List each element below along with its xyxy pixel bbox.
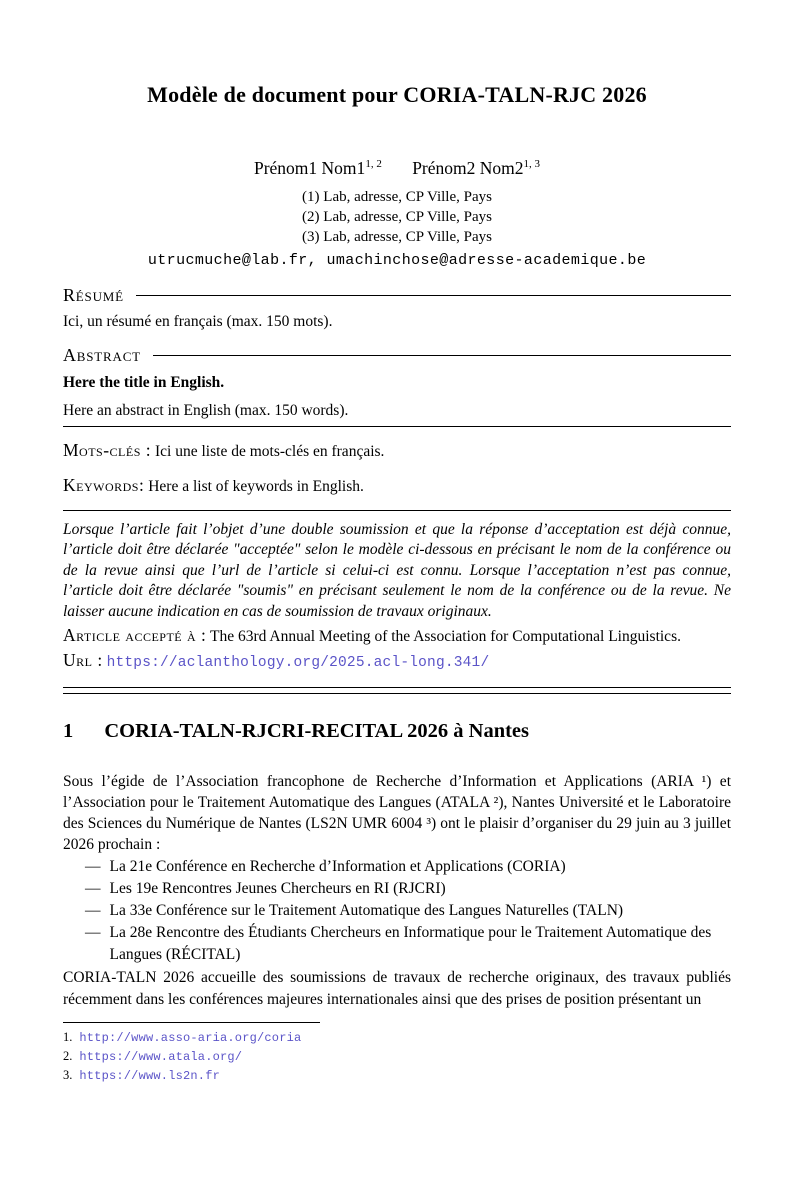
footnote-3 [63, 1066, 731, 1085]
section-1-title: CORIA-TALN-RJCRI-RECITAL 2026 à Nantes [104, 720, 530, 743]
author-1 [254, 158, 382, 178]
footnote-1-link[interactable]: http://www.asso-aria.org/coria [79, 1031, 302, 1046]
author-emails: utrucmuche@lab.fr, umachinchose@adresse-academique.be [147, 251, 647, 269]
list-item-text: Les 19e Rencontres Jeunes Chercheurs en RI (RJCRI) [109, 880, 446, 898]
affiliation-line-3: (3) Lab, adresse, CP Ville, Pays [302, 228, 492, 245]
paper-page [0, 82, 794, 1085]
abstract-bottom-rule [63, 426, 731, 427]
list-item-text: La 33e Conférence sur le Traitement Automatique des Langues Naturelles (TALN) [109, 902, 624, 920]
section-1-heading [63, 720, 731, 743]
affiliations-block [63, 187, 731, 247]
url-label: Url : [63, 650, 103, 671]
footnote-2 [63, 1047, 731, 1066]
author-2-affiliation-marks: 1, 3 [523, 158, 541, 170]
list-item-coria [63, 856, 731, 878]
footnote-3-link[interactable]: https://www.ls2n.fr [79, 1069, 220, 1084]
footnote-1 [63, 1028, 731, 1047]
double-submission-notice: Lorsque l’article fait l’objet d’une double soumission et que la réponse d’acceptation est déjà connue, l’article doit être déclarée "acceptée" selon le modèle ci-dessous en précisant le nom de la conférence ou de la revue ainsi que l’url de l’article si celui-ci est connu. Lorsque l’acceptation n’est pas connue, l’article doit être déclarée "soumis" en précisant seulement le nom de la conférence ou de la revue. Ne laisser aucune indication en cas de soumission de travaux originaux. [63, 520, 731, 620]
motscles-label: Mots-clés : [63, 439, 152, 460]
list-item-recital [63, 922, 731, 966]
footnote-1-number: 1. [63, 1030, 73, 1045]
footnote-2-number: 2. [63, 1049, 73, 1064]
affiliation-line-1: (1) Lab, adresse, CP Ville, Pays [302, 188, 492, 205]
abstract-english-text: Here an abstract in English (max. 150 words). [63, 401, 349, 419]
resume-label: Résumé [63, 284, 124, 305]
keywords-text: Here a list of keywords in English. [148, 477, 364, 495]
list-item-rjcri [63, 878, 731, 900]
keywords-line [63, 474, 731, 498]
notice-top-rule [63, 510, 731, 511]
section-1-paragraph-1: Sous l’égide de l’Association francophone de Recherche d’Information et Applications (ARIA ¹) et l’Association pour le Traitement Automatique des Langues (ATALA ²), Nantes Université et le Laboratoire des Sciences du Numérique de Nantes (LS2N UMR 6004 ³) ont le plaisir d’organiser du 29 juin au 3 juillet 2026 prochain : [63, 773, 731, 854]
section-1-number: 1 [63, 720, 74, 743]
motscles-line [63, 439, 731, 463]
dash-bullet: — [85, 880, 101, 898]
resume-text: Ici, un résumé en français (max. 150 mots). [63, 312, 333, 330]
author-2-name: Prénom2 Nom2 [412, 157, 524, 178]
resume-rule-line [136, 295, 731, 296]
author-2 [412, 158, 540, 178]
resume-section-header [63, 285, 731, 305]
accepted-text: The 63rd Annual Meeting of the Association for Computational Linguistics. [210, 628, 681, 646]
paper-title: Modèle de document pour CORIA-TALN-RJC 2026 [147, 82, 647, 107]
author-1-affiliation-marks: 1, 2 [365, 158, 382, 170]
accepted-line [63, 624, 731, 648]
list-item-text: La 21e Conférence en Recherche d’Information et Applications (CORIA) [109, 858, 566, 876]
section-1-paragraph-2: CORIA-TALN 2026 accueille des soumissions de travaux de recherche originaux, des travaux publiés récemment dans les conférences majeures internationales ainsi que des prises de position présentant un [63, 969, 731, 1009]
keywords-label: Keywords: [63, 474, 145, 495]
article-url-link[interactable]: https://aclanthology.org/2025.acl-long.341/ [106, 655, 490, 672]
dash-bullet: — [85, 858, 101, 876]
footnotes-block [63, 1028, 731, 1085]
authors-line [63, 152, 731, 180]
footnote-3-number: 3. [63, 1068, 73, 1083]
footnote-2-link[interactable]: https://www.atala.org/ [79, 1050, 243, 1065]
motscles-text: Ici une liste de mots-clés en français. [155, 442, 385, 460]
abstract-label: Abstract [63, 344, 141, 365]
notice-bottom-double-rule [63, 687, 731, 694]
list-item-text: La 28e Rencontre des Étudiants Chercheurs en Informatique pour le Traitement Automatique des Langues (RÉCITAL) [109, 924, 712, 964]
accepted-label: Article accepté à : [63, 625, 207, 646]
affiliation-line-2: (2) Lab, adresse, CP Ville, Pays [302, 208, 492, 225]
conference-list [63, 856, 731, 966]
dash-bullet: — [85, 924, 101, 942]
abstract-rule-line [153, 355, 731, 356]
dash-bullet: — [85, 902, 101, 920]
author-1-name: Prénom1 Nom1 [253, 157, 366, 178]
list-item-taln [63, 900, 731, 922]
abstract-english-title: Here the title in English. [63, 373, 225, 391]
url-line [63, 649, 731, 674]
footnote-separator-rule [63, 1022, 320, 1023]
abstract-section-header [63, 345, 731, 365]
